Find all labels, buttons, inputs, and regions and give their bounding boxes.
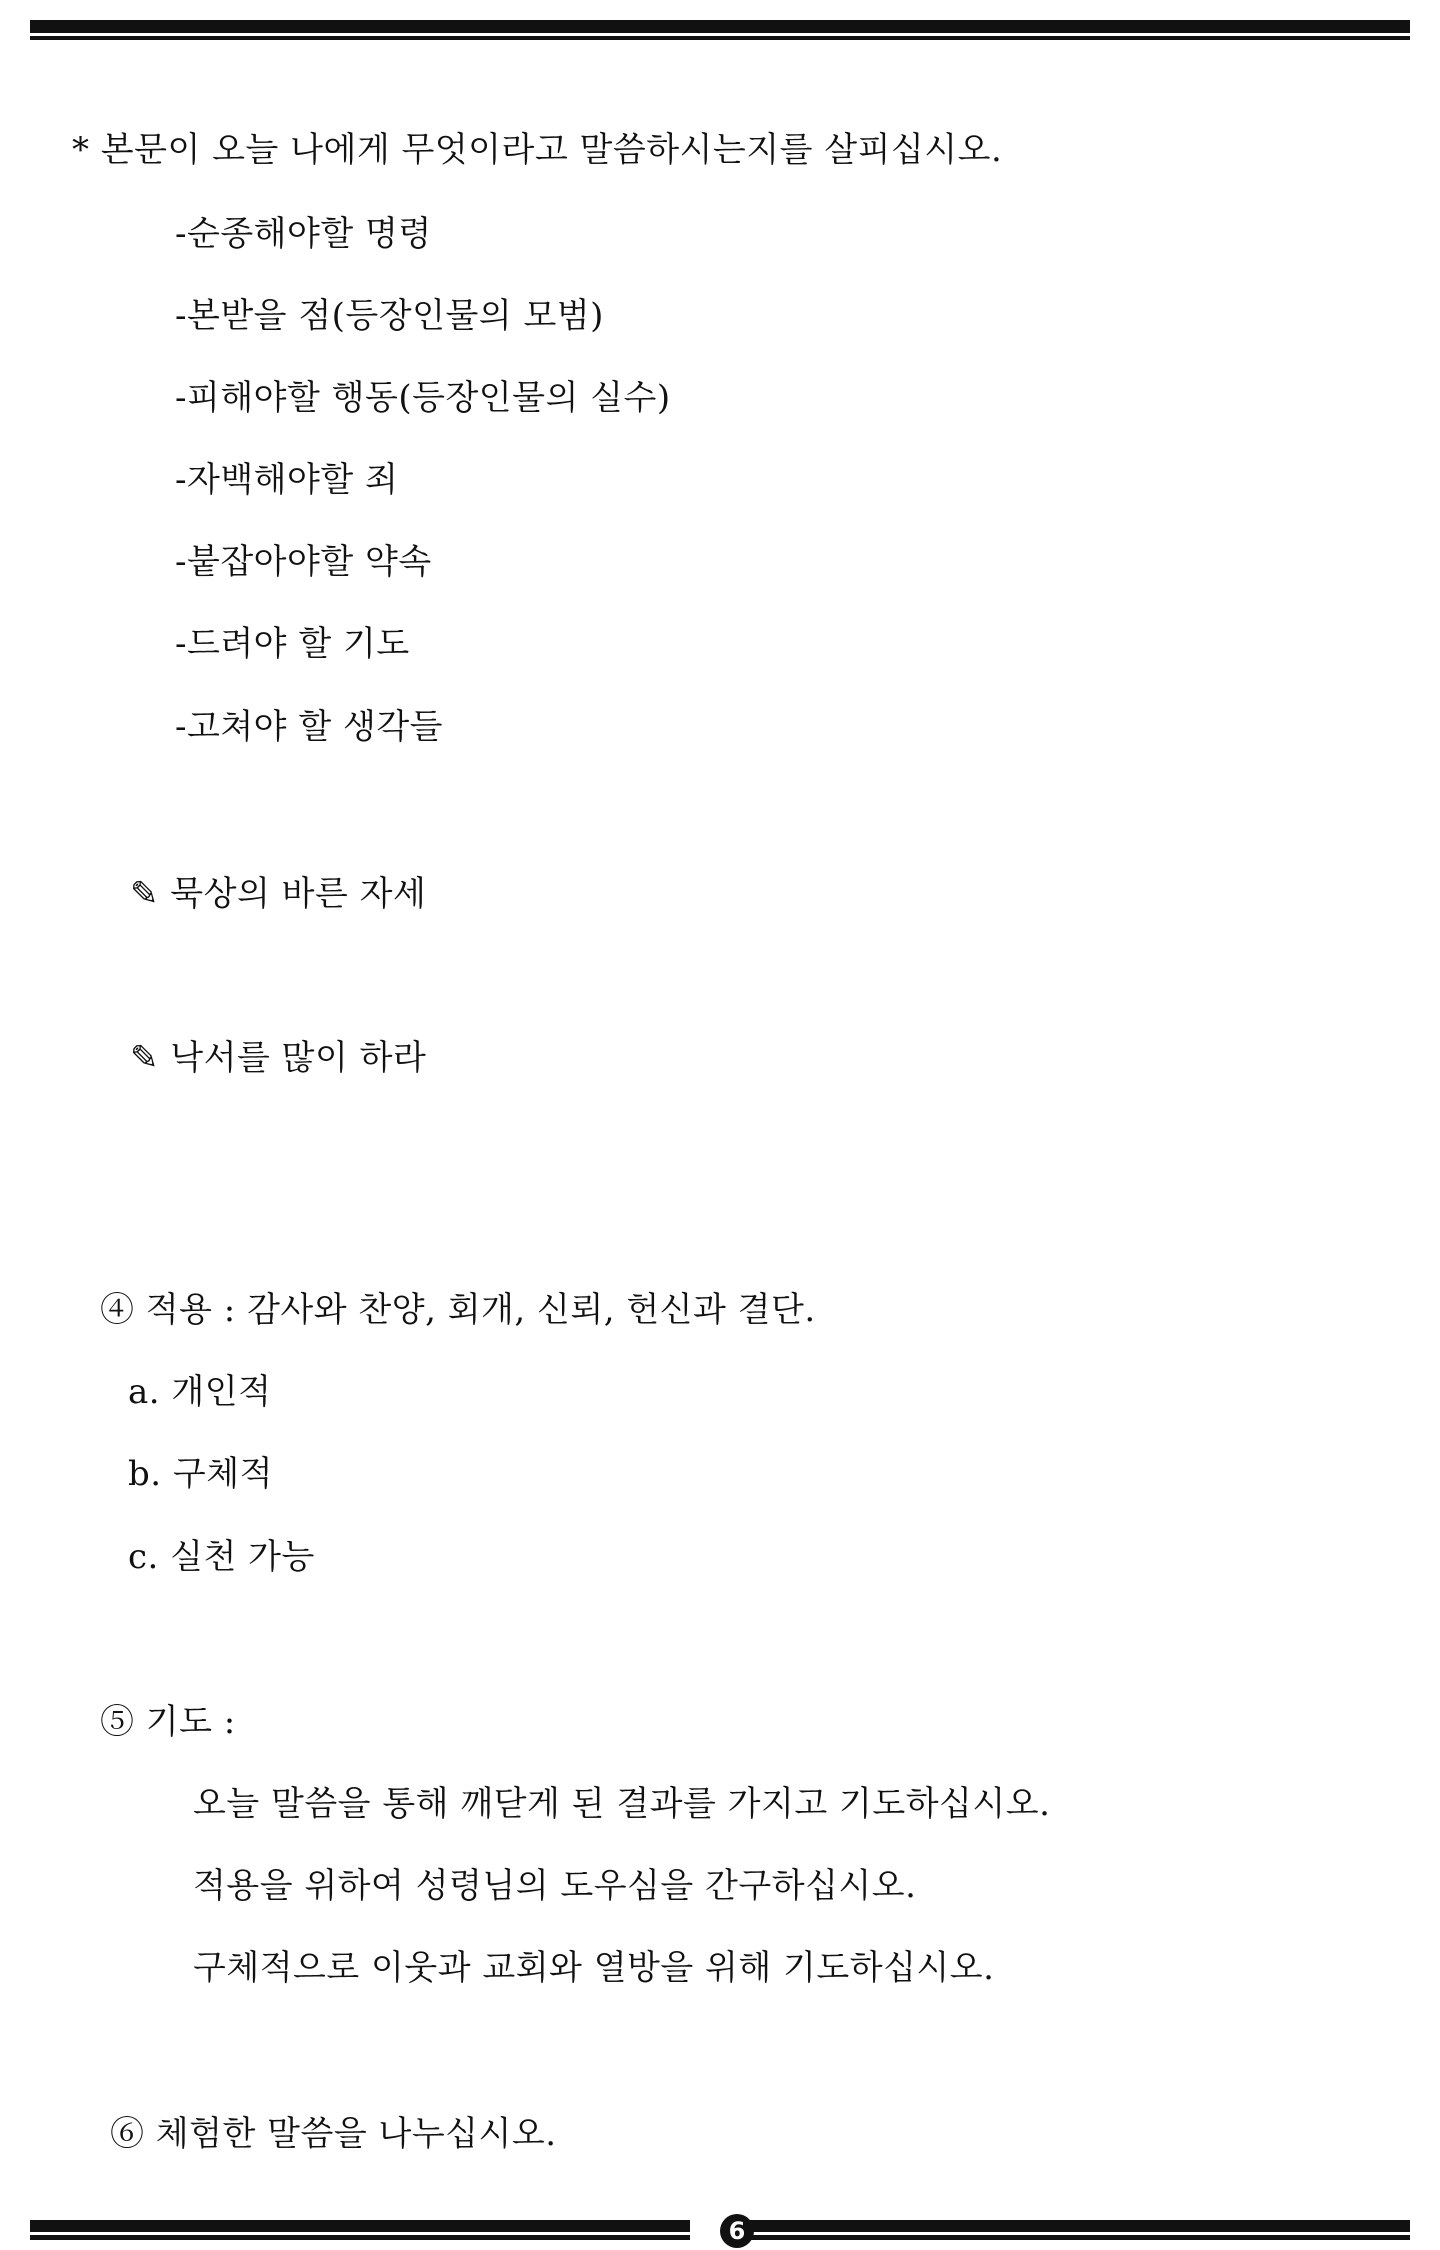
- step6-share-title: ⑥ 체험한 말씀을 나누십시오.: [110, 2114, 557, 2154]
- step4-item-personal: a. 개인적: [128, 1372, 272, 1412]
- note-meditation-posture: ✎ 묵상의 바른 자세: [130, 874, 427, 914]
- step4-item-specific: b. 구체적: [128, 1454, 273, 1494]
- step5-prayer-title: ⑤ 기도 :: [100, 1702, 236, 1742]
- note-scribble-a-lot: ✎ 낙서를 많이 하라: [130, 1038, 427, 1078]
- bottom-rule-left-thick: [30, 2220, 690, 2232]
- top-double-rule: [30, 20, 1410, 40]
- bottom-rule-left: [30, 2220, 690, 2244]
- bottom-rule-left-thin: [30, 2235, 690, 2240]
- intro-instruction: * 본문이 오늘 나에게 무엇이라고 말씀하시는지를 살피십시오.: [72, 130, 1003, 170]
- checklist-item: -자백해야할 죄: [175, 460, 399, 500]
- top-rule-thick: [30, 20, 1410, 33]
- bottom-double-rule: [30, 2217, 1410, 2245]
- step5-item: 적용을 위하여 성령님의 도우심을 간구하십시오.: [193, 1866, 917, 1906]
- step4-item-practical: c. 실천 가능: [128, 1537, 315, 1577]
- page-number-badge: 6: [720, 2214, 754, 2248]
- top-rule-thin: [30, 36, 1410, 40]
- bottom-rule-right: [750, 2220, 1410, 2244]
- step5-item: 구체적으로 이웃과 교회와 열방을 위해 기도하십시오.: [193, 1948, 995, 1988]
- step5-item: 오늘 말씀을 통해 깨닫게 된 결과를 가지고 기도하십시오.: [193, 1784, 1051, 1824]
- bottom-rule-right-thin: [750, 2235, 1410, 2240]
- checklist-item: -드려야 할 기도: [175, 624, 410, 664]
- checklist-item: -피해야할 행동(등장인물의 실수): [175, 378, 671, 418]
- bottom-rule-right-thick: [750, 2220, 1410, 2232]
- step4-application-title: ④ 적용 : 감사와 찬양, 회개, 신뢰, 헌신과 결단.: [100, 1290, 816, 1330]
- checklist-item: -붙잡아야할 약속: [175, 542, 432, 582]
- checklist-item: -순종해야할 명령: [175, 214, 432, 254]
- checklist-item: -고쳐야 할 생각들: [175, 707, 444, 747]
- checklist-item: -본받을 점(등장인물의 모범): [175, 296, 604, 336]
